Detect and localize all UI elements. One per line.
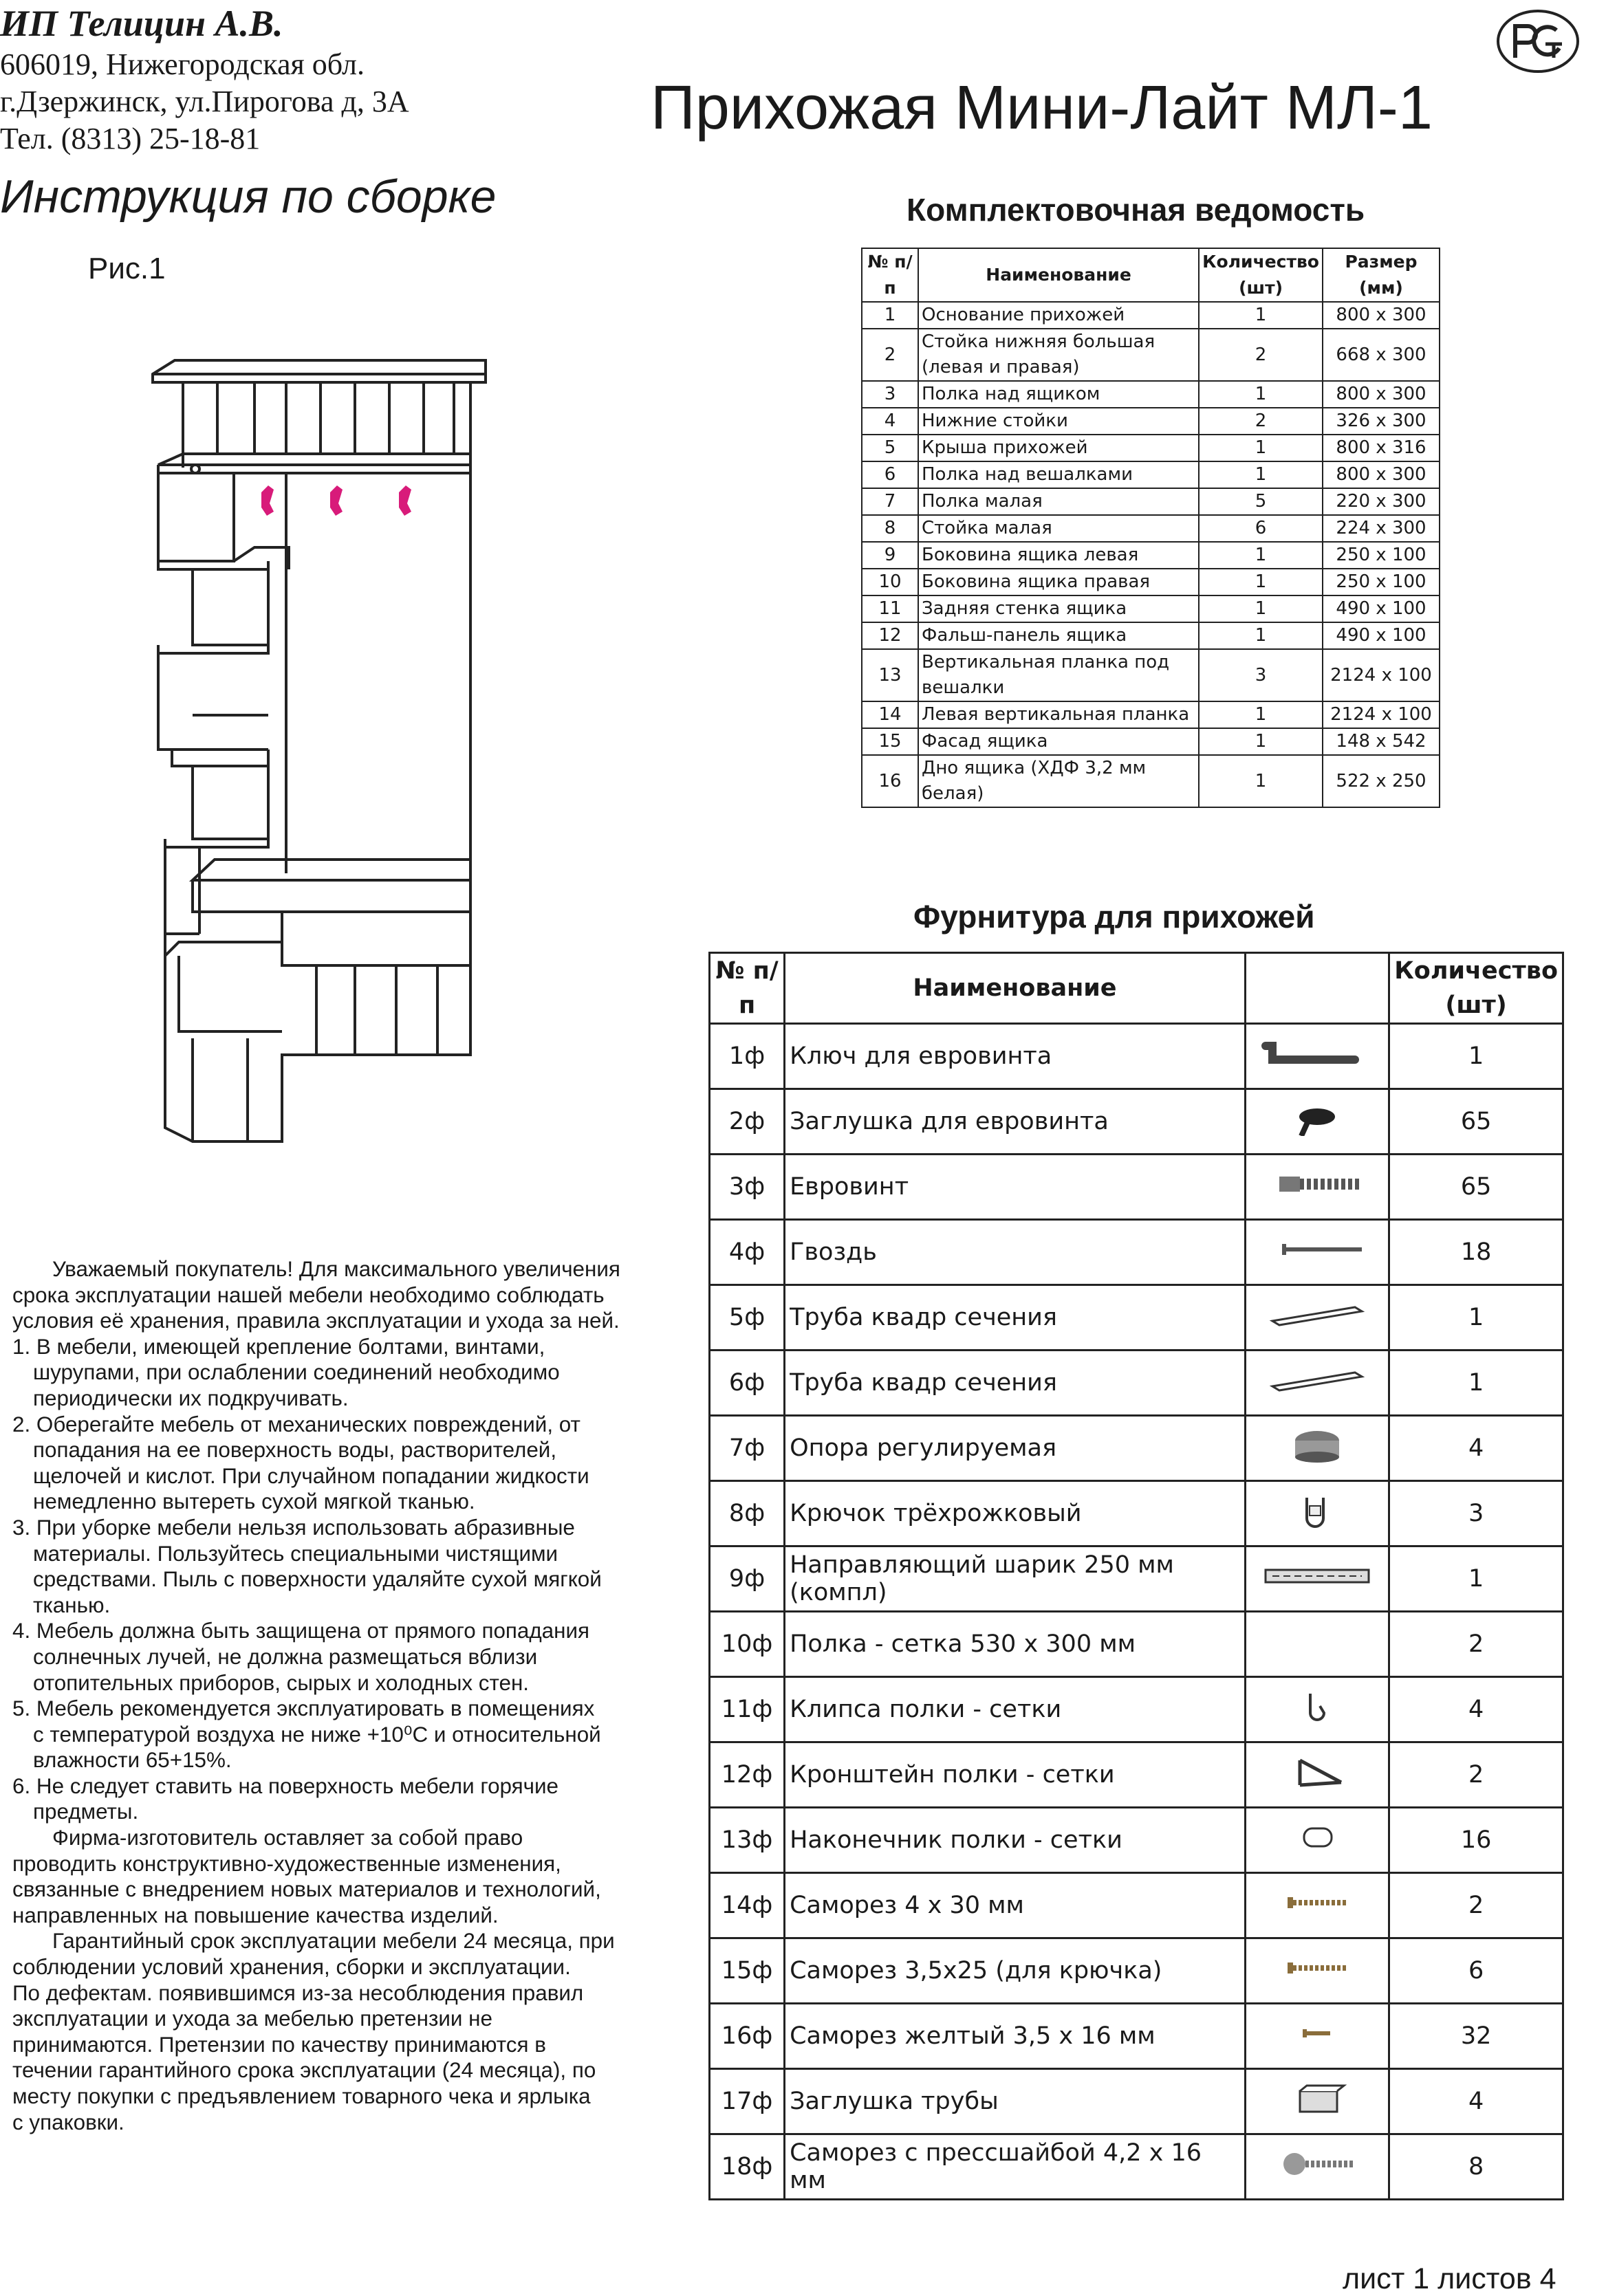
cell-qty: 4 xyxy=(1389,1677,1563,1742)
euro-screw-icon xyxy=(1252,1167,1382,1201)
note-line: По дефектам. появившимся из-за несоблюдения правил xyxy=(12,1980,584,2005)
cell-num: 9 xyxy=(862,542,918,569)
col-header-num: № п/п xyxy=(862,248,918,302)
cell-num: 9ф xyxy=(710,1546,785,1612)
wood-screw-icon xyxy=(1252,1885,1382,1920)
cell-num: 10ф xyxy=(710,1612,785,1677)
table-row xyxy=(862,408,1440,435)
cell-size: 800 x 300 xyxy=(1323,381,1440,408)
table-row xyxy=(710,1351,1563,1416)
cell-name: Боковина ящика левая xyxy=(918,542,1199,569)
cell-name: Вертикальная планка под вешалки xyxy=(918,649,1199,701)
cell-name: Полка - сетка 530 x 300 мм xyxy=(785,1612,1246,1677)
note-line: Фирма-изготовитель оставляет за собой право xyxy=(52,1826,523,1850)
cell-size: 800 x 300 xyxy=(1323,461,1440,488)
cell-num: 14 xyxy=(862,701,918,728)
note-line: 6. Не следует ставить на поверхность мебели горячие xyxy=(12,1773,559,1798)
table-row xyxy=(862,542,1440,569)
cell-image xyxy=(1245,2004,1389,2069)
cell-name: Дно ящика (ХДФ 3,2 мм белая) xyxy=(918,755,1199,807)
note-line: течении гарантийного срока эксплуатации (24 месяца), по xyxy=(12,2058,596,2083)
cell-qty: 3 xyxy=(1389,1481,1563,1546)
table-row xyxy=(710,1938,1563,2004)
cell-num: 4ф xyxy=(710,1220,785,1285)
cell-num: 16 xyxy=(862,755,918,807)
cell-qty: 18 xyxy=(1389,1220,1563,1285)
cell-image xyxy=(1245,1612,1389,1677)
cell-image xyxy=(1245,1416,1389,1481)
cell-qty: 2 xyxy=(1389,1612,1563,1677)
cell-name: Саморез 3,5x25 (для крючка) xyxy=(785,1938,1246,2004)
table-row xyxy=(862,569,1440,595)
table-row xyxy=(710,1546,1563,1612)
cell-qty: 1 xyxy=(1389,1285,1563,1351)
cell-num: 8ф xyxy=(710,1481,785,1546)
cell-qty: 1 xyxy=(1199,569,1323,595)
cell-name: Крючок трёхрожковый xyxy=(785,1481,1246,1546)
cell-image xyxy=(1245,1546,1389,1612)
table-row xyxy=(710,1873,1563,1938)
cell-num: 18ф xyxy=(710,2134,785,2200)
cell-name: Крыша прихожей xyxy=(918,435,1199,461)
note-line: тканью. xyxy=(33,1593,111,1617)
cell-num: 11ф xyxy=(710,1677,785,1742)
note-line: солнечных лучей, не должна размещаться вблизи xyxy=(33,1644,538,1669)
document-title: Прихожая Мини-Лайт МЛ-1 xyxy=(651,74,1433,142)
cell-size: 326 x 300 xyxy=(1323,408,1440,435)
cell-qty: 32 xyxy=(1389,2004,1563,2069)
screw-cap-icon xyxy=(1252,1102,1382,1136)
cell-qty: 4 xyxy=(1389,2069,1563,2134)
note-line: направленных на повышение качества изделий. xyxy=(12,1903,499,1927)
cell-name: Нижние стойки xyxy=(918,408,1199,435)
cell-image xyxy=(1245,1938,1389,2004)
note-line: попадания на ее поверхность воды, растворителей, xyxy=(33,1438,557,1463)
cell-qty: 2 xyxy=(1389,1742,1563,1808)
cell-qty: 1 xyxy=(1389,1546,1563,1612)
cell-size: 2124 x 100 xyxy=(1323,649,1440,701)
company-name: ИП Телицин А.В. xyxy=(0,3,283,44)
cell-name: Заглушка трубы xyxy=(785,2069,1246,2134)
cell-name: Заглушка для евровинта xyxy=(785,1089,1246,1155)
cell-qty: 1 xyxy=(1199,302,1323,329)
cell-size: 250 x 100 xyxy=(1323,569,1440,595)
note-line: эксплуатации и ухода за мебелью претензии не xyxy=(12,2007,492,2031)
page-number: лист 1 листов 4 xyxy=(1343,2262,1556,2295)
cell-num: 4 xyxy=(862,408,918,435)
table-row xyxy=(710,1677,1563,1742)
cell-name: Ключ для евровинта xyxy=(785,1024,1246,1089)
cell-qty: 1 xyxy=(1199,381,1323,408)
ball-slide-icon xyxy=(1252,1559,1382,1593)
col-header-qty: Количество (шт) xyxy=(1389,953,1563,1024)
parts-table xyxy=(861,248,1440,808)
cell-size: 250 x 100 xyxy=(1323,542,1440,569)
cell-size: 2124 x 100 xyxy=(1323,701,1440,728)
note-line: отопительных приборов, сырых и холодных стен. xyxy=(33,1670,530,1695)
cell-size: 220 x 300 xyxy=(1323,488,1440,515)
cell-qty: 65 xyxy=(1389,1089,1563,1155)
note-line: средствами. Пыль с поверхности удаляйте сухой мягкой xyxy=(33,1567,602,1592)
cell-image xyxy=(1245,1155,1389,1220)
cell-name: Труба квадр сечения xyxy=(785,1285,1246,1351)
cell-name: Фальш-панель ящика xyxy=(918,622,1199,649)
note-line: условия её хранения, правила эксплуатации и ухода за ней. xyxy=(12,1309,620,1333)
table-row xyxy=(710,2004,1563,2069)
cell-num: 2 xyxy=(862,329,918,381)
cell-qty: 1 xyxy=(1199,728,1323,755)
cell-num: 2ф xyxy=(710,1089,785,1155)
note-line: Уважаемый покупатель! Для максимального увеличения xyxy=(52,1257,620,1281)
note-line: связанные с внедрением новых материалов и технологий, xyxy=(12,1877,601,1902)
cell-size: 224 x 300 xyxy=(1323,515,1440,542)
cell-name: Левая вертикальная планка xyxy=(918,701,1199,728)
cell-name: Саморез желтый 3,5 x 16 мм xyxy=(785,2004,1246,2069)
cell-image xyxy=(1245,1024,1389,1089)
cell-qty: 65 xyxy=(1389,1155,1563,1220)
shelf-clip-icon xyxy=(1252,1690,1382,1724)
cell-name: Основание прихожей xyxy=(918,302,1199,329)
table-row xyxy=(710,1742,1563,1808)
note-line: 4. Мебель должна быть защищена от прямого попадания xyxy=(12,1619,590,1643)
cell-name: Саморез с прессшайбой 4,2 x 16 мм xyxy=(785,2134,1246,2200)
cell-qty: 2 xyxy=(1199,329,1323,381)
table-row xyxy=(710,2069,1563,2134)
cell-name: Направляющий шарик 250 мм (компл) xyxy=(785,1546,1246,1612)
cell-qty: 1 xyxy=(1199,701,1323,728)
cell-num: 1ф xyxy=(710,1024,785,1089)
cell-qty: 2 xyxy=(1389,1873,1563,1938)
cell-num: 3ф xyxy=(710,1155,785,1220)
cell-num: 8 xyxy=(862,515,918,542)
table-row xyxy=(862,701,1440,728)
square-tube-icon xyxy=(1252,1298,1382,1332)
cell-qty: 1 xyxy=(1199,755,1323,807)
note-line: Гарантийный срок эксплуатации мебели 24 месяца, при xyxy=(52,1929,615,1954)
cell-num: 12ф xyxy=(710,1742,785,1808)
cell-name: Наконечник полки - сетки xyxy=(785,1808,1246,1873)
cell-num: 13 xyxy=(862,649,918,701)
note-line: с температурой воздуха не ниже +10⁰С и относительной xyxy=(33,1722,601,1747)
table-row xyxy=(710,1285,1563,1351)
cell-qty: 6 xyxy=(1389,1938,1563,2004)
cell-image xyxy=(1245,2134,1389,2200)
cell-name: Кронштейн полки - сетки xyxy=(785,1742,1246,1808)
parts-table-header xyxy=(862,248,1440,302)
table-row xyxy=(862,302,1440,329)
small-screw-icon xyxy=(1252,2016,1382,2051)
note-line: срока эксплуатации нашей мебели необходимо соблюдать xyxy=(12,1282,605,1307)
table-row xyxy=(710,1155,1563,1220)
col-header-image xyxy=(1245,953,1389,1024)
nail-icon xyxy=(1252,1232,1382,1267)
document-subtitle: Инструкция по сборке xyxy=(0,171,497,223)
cell-qty: 1 xyxy=(1199,435,1323,461)
note-line: 5. Мебель рекомендуется эксплуатировать в помещениях xyxy=(12,1696,595,1721)
table-row xyxy=(862,435,1440,461)
hardware-table-header xyxy=(710,953,1563,1024)
table-row xyxy=(862,622,1440,649)
cell-name: Опора регулируемая xyxy=(785,1416,1246,1481)
note-line: проводить конструктивно-художественные изменения, xyxy=(12,1851,561,1876)
col-header-num: № п/п xyxy=(710,953,785,1024)
note-line: 3. При уборке мебели нельзя использовать абразивные xyxy=(12,1515,575,1540)
note-line: шурупами, при ослаблении соединений необходимо xyxy=(33,1360,560,1385)
table-row xyxy=(710,1089,1563,1155)
table-row xyxy=(862,515,1440,542)
note-line: предметы. xyxy=(33,1800,139,1824)
cell-name: Боковина ящика правая xyxy=(918,569,1199,595)
cell-size: 800 x 300 xyxy=(1323,302,1440,329)
phone-line: Тел. (8313) 25-18-81 xyxy=(0,122,261,155)
table-row xyxy=(862,595,1440,622)
note-line: материалы. Пользуйтесь специальными чистящими xyxy=(33,1541,558,1566)
adjustable-foot-icon xyxy=(1252,1428,1382,1463)
col-header-name: Наименование xyxy=(918,248,1199,302)
triple-hook-icon xyxy=(1252,1494,1382,1528)
cell-num: 10 xyxy=(862,569,918,595)
table-row xyxy=(710,1416,1563,1481)
cell-name: Полка над ящиком xyxy=(918,381,1199,408)
cell-name: Стойка нижняя большая (левая и правая) xyxy=(918,329,1199,381)
cell-image xyxy=(1245,1351,1389,1416)
cell-name: Задняя стенка ящика xyxy=(918,595,1199,622)
cell-size: 490 x 100 xyxy=(1323,622,1440,649)
address-line: г.Дзержинск, ул.Пирогова д, 3А xyxy=(0,85,409,118)
cell-name: Саморез 4 x 30 мм xyxy=(785,1873,1246,1938)
table-row xyxy=(862,755,1440,807)
cell-name: Полка над вешалками xyxy=(918,461,1199,488)
certification-logo xyxy=(1495,8,1581,74)
note-line: соблюдении условий хранения, сборки и эксплуатации. xyxy=(12,1955,571,1980)
cell-qty: 1 xyxy=(1199,542,1323,569)
col-header-size: Размер (мм) xyxy=(1323,248,1440,302)
cell-qty: 4 xyxy=(1389,1416,1563,1481)
table-row xyxy=(862,461,1440,488)
cell-name: Евровинт xyxy=(785,1155,1246,1220)
cell-size: 490 x 100 xyxy=(1323,595,1440,622)
assembly-drawing xyxy=(151,351,509,1162)
table-row xyxy=(862,728,1440,755)
cell-name: Полка малая xyxy=(918,488,1199,515)
end-cap-icon xyxy=(1252,1820,1382,1855)
cell-num: 15 xyxy=(862,728,918,755)
cell-name: Стойка малая xyxy=(918,515,1199,542)
col-header-qty: Количество (шт) xyxy=(1199,248,1323,302)
parts-table-title: Комплектовочная ведомость xyxy=(907,192,1365,228)
cell-qty: 8 xyxy=(1389,2134,1563,2200)
cell-num: 15ф xyxy=(710,1938,785,2004)
table-row xyxy=(710,1024,1563,1089)
cell-num: 5 xyxy=(862,435,918,461)
cell-name: Гвоздь xyxy=(785,1220,1246,1285)
hardware-table xyxy=(708,952,1564,2200)
cell-num: 14ф xyxy=(710,1873,785,1938)
table-row xyxy=(710,2134,1563,2200)
cell-num: 16ф xyxy=(710,2004,785,2069)
cell-image xyxy=(1245,1220,1389,1285)
cell-image xyxy=(1245,1677,1389,1742)
cell-image xyxy=(1245,1089,1389,1155)
table-row xyxy=(862,488,1440,515)
col-header-name: Наименование xyxy=(785,953,1246,1024)
cell-num: 6ф xyxy=(710,1351,785,1416)
cell-size: 668 x 300 xyxy=(1323,329,1440,381)
table-row xyxy=(862,329,1440,381)
note-line: щелочей и кислот. При случайном попадании жидкости xyxy=(33,1463,589,1488)
shelf-bracket-icon xyxy=(1252,1755,1382,1789)
cell-image xyxy=(1245,1873,1389,1938)
cell-num: 3 xyxy=(862,381,918,408)
note-line: принимаются. Претензии по качеству принимаются в xyxy=(12,2032,546,2057)
note-line: месту покупки с предъявлением товарного чека и ярлыка xyxy=(12,2084,591,2108)
table-row xyxy=(862,649,1440,701)
cell-size: 800 x 316 xyxy=(1323,435,1440,461)
care-instructions xyxy=(12,1256,707,2135)
cell-qty: 6 xyxy=(1199,515,1323,542)
cell-num: 11 xyxy=(862,595,918,622)
cell-num: 5ф xyxy=(710,1285,785,1351)
address-line: 606019, Нижегородская обл. xyxy=(0,47,365,81)
tube-plug-icon xyxy=(1252,2081,1382,2116)
cell-name: Труба квадр сечения xyxy=(785,1351,1246,1416)
table-row xyxy=(710,1220,1563,1285)
cell-num: 1 xyxy=(862,302,918,329)
washer-screw-icon xyxy=(1252,2147,1382,2181)
cell-qty: 5 xyxy=(1199,488,1323,515)
cell-num: 7ф xyxy=(710,1416,785,1481)
cell-image xyxy=(1245,1285,1389,1351)
cell-num: 7 xyxy=(862,488,918,515)
cell-qty: 2 xyxy=(1199,408,1323,435)
table-row xyxy=(710,1808,1563,1873)
cell-image xyxy=(1245,1808,1389,1873)
wood-screw-icon xyxy=(1252,1951,1382,1985)
cell-image xyxy=(1245,1742,1389,1808)
note-line: с упаковки. xyxy=(12,2110,124,2134)
cell-qty: 1 xyxy=(1199,622,1323,649)
square-tube-icon xyxy=(1252,1363,1382,1397)
cell-qty: 16 xyxy=(1389,1808,1563,1873)
table-row xyxy=(710,1481,1563,1546)
figure-label: Рис.1 xyxy=(88,252,166,285)
table-row xyxy=(862,381,1440,408)
cell-qty: 1 xyxy=(1199,595,1323,622)
cell-image xyxy=(1245,2069,1389,2134)
cell-name: Фасад ящика xyxy=(918,728,1199,755)
cell-qty: 1 xyxy=(1389,1024,1563,1089)
hex-key-icon xyxy=(1252,1036,1382,1071)
note-line: 2. Оберегайте мебель от механических повреждений, от xyxy=(12,1412,580,1436)
cell-size: 148 x 542 xyxy=(1323,728,1440,755)
note-line: 1. В мебели, имеющей крепление болтами, винтами, xyxy=(12,1334,545,1359)
cell-size: 522 x 250 xyxy=(1323,755,1440,807)
cell-qty: 1 xyxy=(1389,1351,1563,1416)
cell-num: 13ф xyxy=(710,1808,785,1873)
cell-qty: 1 xyxy=(1199,461,1323,488)
cell-qty: 3 xyxy=(1199,649,1323,701)
note-line: влажности 65+15%. xyxy=(33,1748,232,1773)
cell-name: Клипса полки - сетки xyxy=(785,1677,1246,1742)
cell-image xyxy=(1245,1481,1389,1546)
cell-num: 17ф xyxy=(710,2069,785,2134)
hardware-table-title: Фурнитура для прихожей xyxy=(913,899,1315,934)
table-row xyxy=(710,1612,1563,1677)
cell-num: 6 xyxy=(862,461,918,488)
note-line: немедленно вытереть сухой мягкой тканью. xyxy=(33,1489,475,1514)
note-line: периодически их подкручивать. xyxy=(33,1386,349,1410)
cell-num: 12 xyxy=(862,622,918,649)
